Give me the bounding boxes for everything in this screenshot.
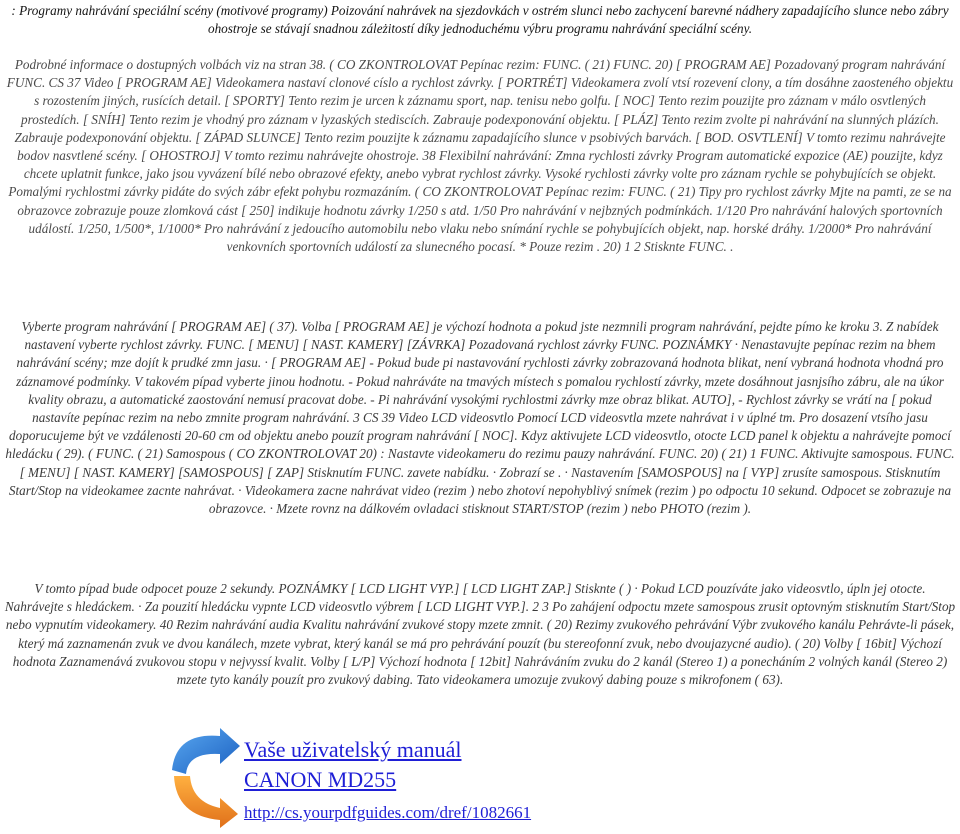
manual-link-block <box>244 736 531 824</box>
paragraph-audio-recording: V tomto pípad bude odpocet pouze 2 sekundy. POZNÁMKY [ LCD LIGHT VYP.] [ LCD LIGHT ZAP.] Stisknte ( ) · Pokud LCD pouzíváte jako videosvtlo, úpln jej otocte. Nahrávejte s hledáckem. · Za pouzití hledácku vypnte LCD videosvtlo výbrem [ LCD LIGHT VYP.]. 2 3 Po zahájení odpoctu mzete samospous zrusit optovným stisknutím Start/Stop nebo vypnutím videokamery. 40 Rezim nahrávání audia Kvalitu nahrávání zvukové stopy mzete zmnit. ( 20) Rezimy zvukového pehrávání Výbr zvukového kanálu Pehrávte-li pásek, který má zaznamenán zvuk ve dvou kanálech, mzete vybrat, který kanál se má pro pehrávání pouzít (bu stereofonní zvuk, nebo dvoujazycné audio). ( 20) Volby [ 16bit] Výchozí hodnota Zaznamenává zvukovou stopu v nejvyssí kvalit. Volby [ L/P] Výchozí hodnota [ 12bit] Nahráváním zvuku do 2 kanál (Stereo 1) a ponecháním 2 volných kanál (Stereo 2) mzete tyto kanály pouzít pro zvukový dabing. Tato videokamera umozuje zvukový dabing pouze s mikrofonem ( 63). <box>4 581 956 688</box>
paragraph-program-ae-modes: Podrobné informace o dostupných volbách viz na stran 38. ( CO ZKONTROLOVAT Pepínac rezim: FUNC. ( 21) FUNC. 20) [ PROGRAM AE] Pozadovaný program nahrávání FUNC. CS 37 Video [ PROGRAM AE] Videokamera nastaví clonové císlo a rychlost závrky. [ PORTRÉT] Videokamera zvolí vtsí rozevení clony, a tím dosáhne zaosteného objektu s rozostením jiných, rusících detail. [ SPORTY] Tento rezim je urcen k záznamu sport, nap. tenisu nebo golfu. [ NOC] Tento rezim pouzijte pro záznam v málo osvtlených prostedích. [ SNÍH] Tento rezim je vhodný pro záznam v lyzaských stediscích. Zabrauje podexponování objektu. [ PLÁZ] Tento rezim zvolte pi nahrávání na slunných plázích. Zabrauje podexponování objektu. [ ZÁPAD SLUNCE] Tento rezim pouzijte k záznamu zapadajícího slunce v psobivých barvách. [ BOD. OSVTLENÍ] V tomto rezimu nahrávejte bodov nasvtlené scény. [ OHOSTROJ] V tomto rezimu nahrávejte ohostroje. 38 Flexibilní nahrávání: Zmna rychlosti závrky Program automatické expozice (AE) pouzijte, kdyz chcete uplatnit funkce, jako jsou vyvázení bílé nebo obrazové efekty, anebo vybrat rychlost závrky. Vysoké rychlosti závrky volte pro záznam rychle se pohybujících se objekt. Pomalými rychlostmi závrky pidáte do svých zábr efekt pohybu rozmazáním. ( CO ZKONTROLOVAT Pepínac rezim: FUNC. ( 21) Tipy pro rychlost závrky Mjte na pamti, ze se na obrazovce zobrazuje pouze zlomková cást [ 250] indikuje hodnotu závrky 1/250 s atd. 1/50 Pro nahrávání v nejbzných podmínkách. 1/120 Pro nahrávání halových sportovních událostí. 1/250, 1/500*, 1/1000* Pro nahrávání z jedoucího automobilu nebo vlaku nebo snímání rychle se pohybujících objekt, nap. horské dráhy. 1/2000* Pro nahrávání venkovních sportovních událostí za slunecného pocasí. * Pouze rezim . 20) 1 2 Stisknte FUNC. . <box>6 57 954 255</box>
manual-title-link[interactable]: Vaše uživatelský manuál <box>244 737 462 762</box>
manual-model-link[interactable]: CANON MD255 <box>244 767 397 792</box>
paragraph-scene-programs: : Programy nahrávání speciální scény (motivové programy) Poizování nahrávek na sjezdovkách v ostrém slunci nebo zachycení barevné nádhery zapadajícího slunce nebo zábry ohostroje se stávají snadnou záleżitostí díky jednoduchému výbru programu nahrávání speciální scény. <box>11 3 949 37</box>
bent-arrow-icon <box>168 728 242 828</box>
manual-url-link[interactable]: http://cs.yourpdfguides.com/dref/1082661 <box>244 803 532 822</box>
paragraph-shutter-and-self-timer: Vyberte program nahrávání [ PROGRAM AE] ( 37). Volba [ PROGRAM AE] je výchozí hodnota a pokud jste nezmnili program nahrávání, pejdte pímo ke kroku 3. Z nabídek nastavení vyberte rychlost závrky. FUNC. [ MENU] [ NAST. KAMERY] [ZÁVRKA] Pozadovaná rychlost závrky FUNC. POZNÁMKY · Nenastavujte pepínac rezim na bhem nahrávání scény; mze dojít k prudké zmn jasu. · [ PROGRAM AE] - Pokud bude pi nastavování rychlosti závrky zobrazovaná hodnota blikat, není vybraná hodnota vhodná pro záznamové podmínky. V takovém pípad vyberte jinou hodnotu. - Pokud nahráváte na tmavých místech s pomalou rychlostí závrky, mzete dosáhnout jasnjsího zábru, ale na úkor kvality obrazu, a automatické zaostování nemusí pracovat dobe. - Pi nahrávání vysokými rychlostmi závrky mze obraz blikat. AUTO], - Rychlost závrky se vrátí na [ pokud nastavíte pepínac rezim na nebo zmnite program nahrávání. 3 CS 39 Video LCD videosvtlo Pomocí LCD videosvtla mzete nahrávat i v úplné tm. Pro dosazení vtsího jasu doporucujeme být ve vzdálenosti 20-60 cm od objektu anebo pouzít program nahrávání [ NOC]. Kdyz aktivujete LCD videosvtlo, otocte LCD panel k objektu a nahrávejte pomocí hledácku ( 29). ( FUNC. ( 21) Samospous ( CO ZKONTROLOVAT 20) : Nastavte videokameru do rezimu pauzy nahrávání. FUNC. 20) ( 21) 1 FUNC. Aktivujte samospous. FUNC. [ MENU] [ NAST. KAMERY] [SAMOSPOUS] [ ZAP] Stisknutím FUNC. zavete nabídku. · Zobrazí se . · Nastavením [SAMOSPOUS] na [ VYP] zrusíte samospous. Stisknutím Start/Stop na videokamee zacnte nahrávat. · Videokamera zacne nahrávat video (rezim ) nebo zhotoví nepohyblivý snímek (rezim ) po odpoctu 10 sekund. Odpocet se zobrazuje na obrazovce. · Mzete rovnz na dálkovém ovladaci stisknout START/STOP (rezim ) nebo PHOTO (rezim ). <box>5 319 955 517</box>
